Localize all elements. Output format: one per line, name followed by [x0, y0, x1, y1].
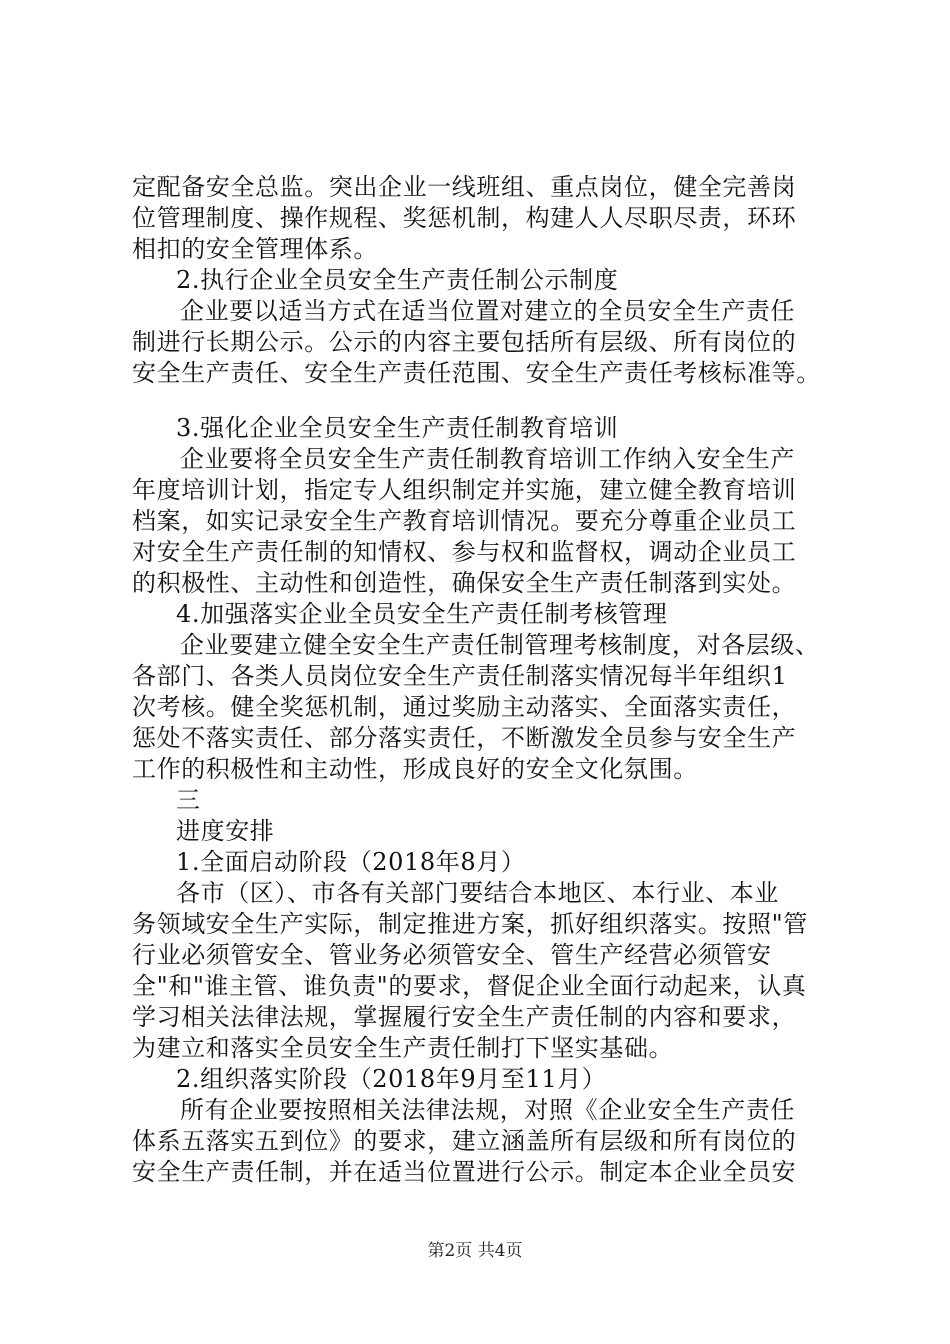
document-body — [132, 172, 832, 1188]
text-line: 行业必须管安全、管业务必须管安全、管生产经营必须管安 — [132, 941, 772, 969]
section-heading: 2.组织落实阶段（2018年9月至11月） — [176, 1065, 607, 1093]
text-line: 安全生产责任、安全生产责任范围、安全生产责任考核标准等。 — [132, 359, 821, 387]
text-line: 相扣的安全管理体系。 — [132, 235, 378, 263]
text-line: 各部门、各类人员岗位安全生产责任制落实情况每半年组织1 — [132, 662, 788, 690]
text-line: 档案，如实记录安全生产教育培训情况。要充分尊重企业员工 — [132, 507, 797, 535]
text-line: 位管理制度、操作规程、奖惩机制，构建人人尽职尽责，环环 — [132, 204, 797, 232]
text-line: 企业要以适当方式在适当位置对建立的全员安全生产责任 — [180, 297, 795, 325]
text-line: 工作的积极性和主动性，形成良好的安全文化氛围。 — [132, 755, 698, 783]
text-line: 定配备安全总监。突出企业一线班组、重点岗位，健全完善岗 — [132, 173, 797, 201]
text-line: 所有企业要按照相关法律法规，对照《企业安全生产责任 — [180, 1096, 795, 1124]
paragraph-gap — [132, 389, 832, 413]
text-line: 的积极性、主动性和创造性，确保安全生产责任制落到实处。 — [132, 569, 797, 597]
section-heading: 2.执行企业全员安全生产责任制公示制度 — [176, 266, 619, 294]
text-line: 惩处不落实责任、部分落实责任，不断激发全员参与安全生产 — [132, 724, 797, 752]
chapter-number: 三 — [176, 786, 201, 814]
text-line: 务领域安全生产实际，制定推进方案，抓好组织落实。按照"管 — [132, 910, 808, 938]
text-line: 制进行长期公示。公示的内容主要包括所有层级、所有岗位的 — [132, 328, 797, 356]
text-line: 全"和"谁主管、谁负责"的要求，督促企业全面行动起来，认真 — [132, 972, 807, 1000]
text-line: 各市（区）、市各有关部门要结合本地区、本行业、本业 — [176, 879, 779, 907]
text-line: 为建立和落实全员安全生产责任制打下坚实基础。 — [132, 1034, 674, 1062]
text-line: 次考核。健全奖惩机制，通过奖励主动落实、全面落实责任， — [132, 693, 797, 721]
text-line: 年度培训计划，指定专人组织制定并实施，建立健全教育培训 — [132, 476, 797, 504]
chapter-title: 进度安排 — [176, 817, 275, 845]
text-line: 企业要建立健全安全生产责任制管理考核制度，对各层级、 — [180, 631, 820, 659]
text-line: 企业要将全员安全生产责任制教育培训工作纳入安全生产 — [180, 445, 795, 473]
section-heading: 1.全面启动阶段（2018年8月） — [176, 848, 526, 876]
text-line: 对安全生产责任制的知情权、参与权和监督权，调动企业员工 — [132, 538, 797, 566]
text-line: 安全生产责任制，并在适当位置进行公示。制定本企业全员安 — [132, 1158, 797, 1186]
text-line: 体系五落实五到位》的要求，建立涵盖所有层级和所有岗位的 — [132, 1127, 797, 1155]
page-number-footer: 第2页 共4页 — [427, 1241, 523, 1261]
section-heading: 3.强化企业全员安全生产责任制教育培训 — [176, 414, 619, 442]
section-heading: 4.加强落实企业全员安全生产责任制考核管理 — [176, 600, 668, 628]
text-line: 学习相关法律法规，掌握履行安全生产责任制的内容和要求， — [132, 1003, 797, 1031]
